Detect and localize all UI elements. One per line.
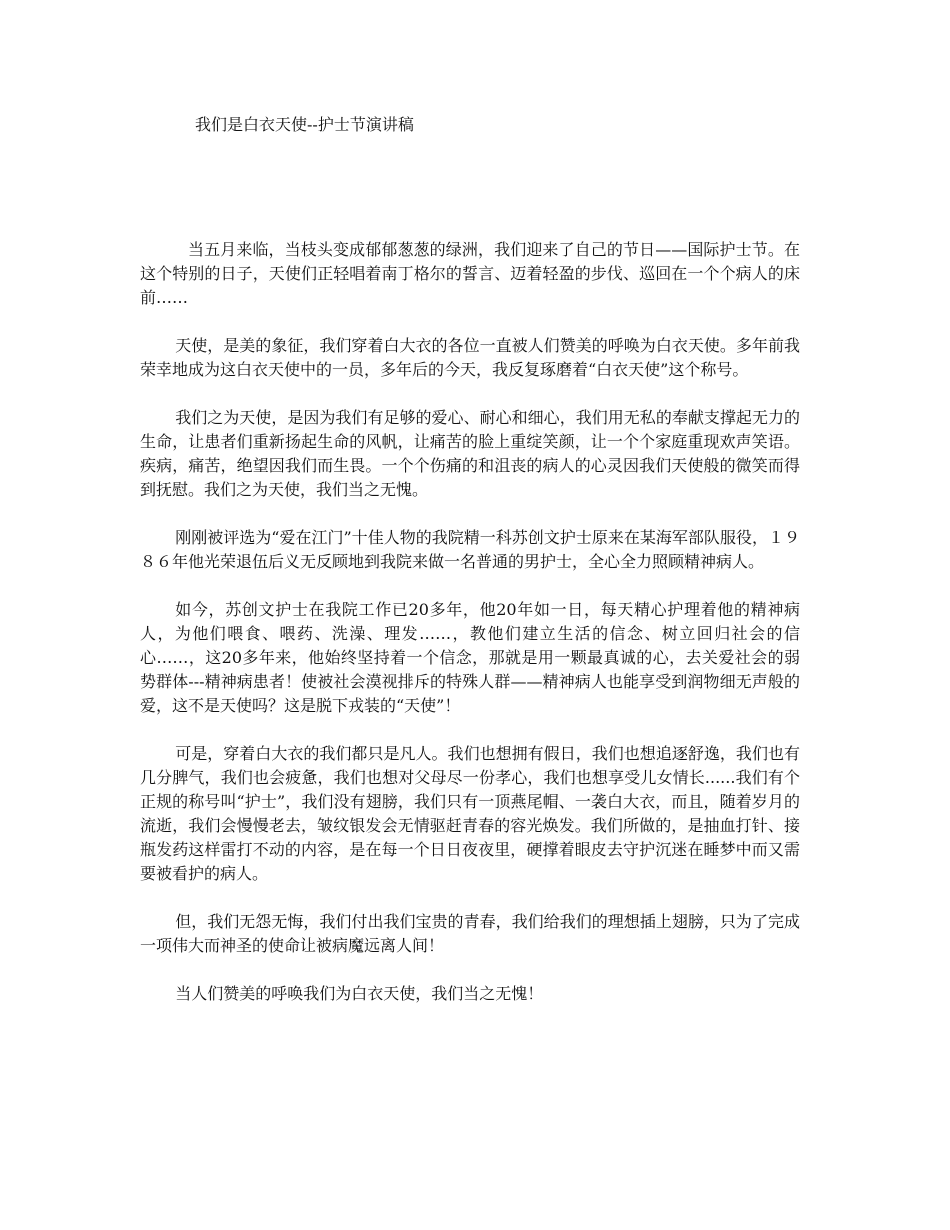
paragraph-4: 刚刚被评选为“爱在江门”十佳人物的我院精一科苏创文护士原来在某海军部队服役，１９８６年他光荣退伍后义无反顾地到我院来做一名普通的男护士，全心全力照顾精神病人。 (140, 528, 800, 571)
paragraph-7: 但，我们无怨无悔，我们付出我们宝贵的青春，我们给我们的理想插上翅膀，只为了完成一项伟大而神圣的使命让被病魔远离人间！ (140, 912, 800, 955)
document-title: 我们是白衣天使--护士节演讲稿 (195, 115, 414, 134)
paragraph-6: 可是，穿着白大衣的我们都只是凡人。我们也想拥有假日，我们也想追逐舒逸，我们也有几分脾气，我们也会疲惫，我们也想对父母尽一份孝心，我们也想享受儿女情长......我们有个正规的称号叫“护士”，我们没有翅膀，我们只有一顶燕尾帽、一袭白大衣，而且，随着岁月的流逝，我们会慢慢老去，皱纹银发会无情驱赶青春的容光焕发。我们所做的，是抽血打针、接瓶发药这样雷打不动的内容，是在每一个日日夜夜里，硬撑着眼皮去守护沉迷在睡梦中而又需要被看护的病人。 (140, 744, 800, 883)
paragraph-2: 天使，是美的象征，我们穿着白大衣的各位一直被人们赞美的呼唤为白衣天使。多年前我荣幸地成为这白衣天使中的一员，多年后的今天，我反复琢磨着“白衣天使”这个称号。 (140, 336, 800, 379)
paragraph-3: 我们之为天使，是因为我们有足够的爱心、耐心和细心，我们用无私的奉献支撑起无力的生命，让患者们重新扬起生命的风帆，让痛苦的脸上重绽笑颜，让一个个家庭重现欢声笑语。疾病，痛苦，绝望因我们而生畏。一个个伤痛的和沮丧的病人的心灵因我们天使般的微笑而得到抚慰。我们之为天使，我们当之无愧。 (140, 408, 800, 499)
paragraph-5: 如今，苏创文护士在我院工作已20多年，他20年如一日，每天精心护理着他的精神病人，为他们喂食、喂药、洗澡、理发……，教他们建立生活的信念、树立回归社会的信心……，这20多年来，他始终坚持着一个信念，那就是用一颗最真诚的心，去关爱社会的弱势群体---精神病患者！使被社会漠视排斥的特殊人群——精神病人也能享受到润物细无声般的爱，这不是天使吗？这是脱下戎装的“天使”！ (140, 600, 800, 715)
paragraph-8: 当人们赞美的呼唤我们为白衣天使，我们当之无愧！ (175, 984, 544, 1003)
document-body (140, 238, 800, 1030)
paragraph-1: 当五月来临，当枝头变成郁郁葱葱的绿洲，我们迎来了自己的节日——国际护士节。在这个特别的日子，天使们正轻唱着南丁格尔的誓言、迈着轻盈的步伐、巡回在一个个病人的床前…… (140, 240, 800, 307)
